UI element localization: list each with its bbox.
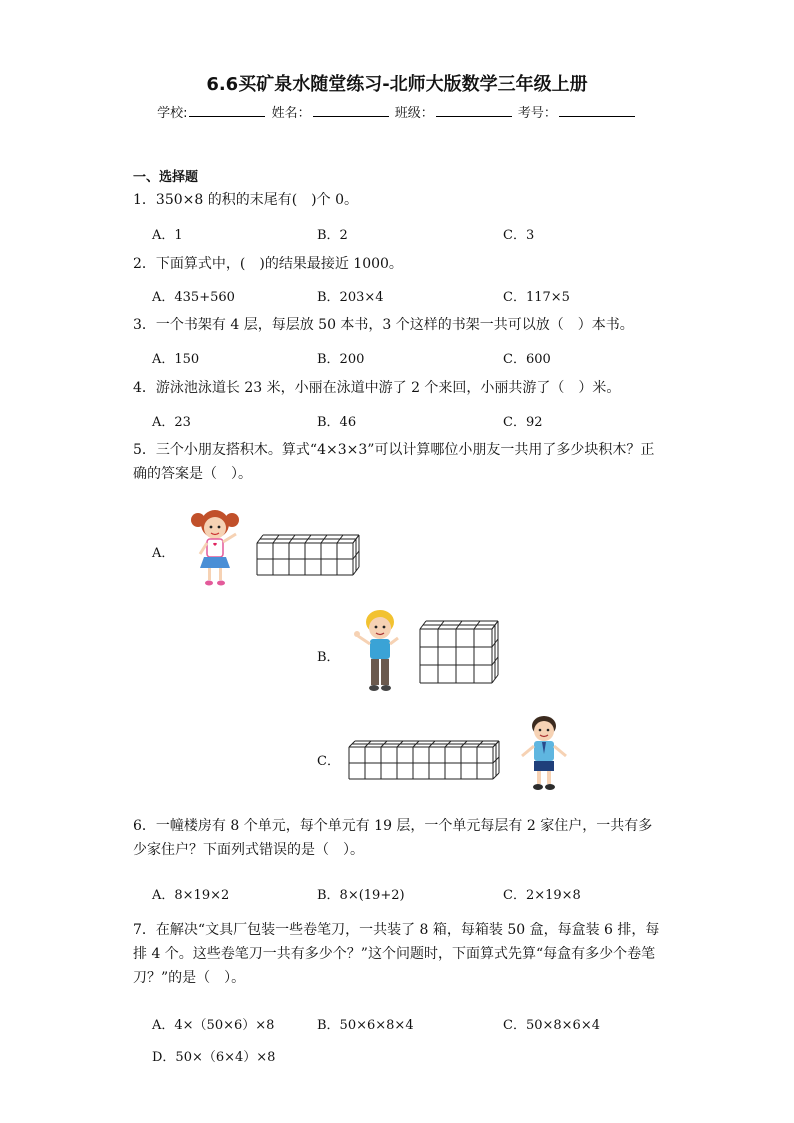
- q6-option-c[interactable]: C．2×19×8: [503, 888, 581, 903]
- section-heading: 一、选择题: [133, 170, 199, 185]
- q7-option-a[interactable]: A．4×（50×6）×8: [152, 1018, 275, 1033]
- question-6: 6．一幢楼房有 8 个单元，每个单元有 19 层，一个单元每层有 2 家住户，一共有多少家住户？下面列式错误的是（ ）。: [133, 818, 653, 858]
- q7-option-c[interactable]: C．50×8×6×4: [503, 1018, 600, 1033]
- class-label: 班级：: [394, 106, 434, 121]
- q1-option-a[interactable]: A．1: [152, 228, 183, 243]
- q2-option-c[interactable]: C．117×5: [503, 290, 570, 305]
- blocks-8x1x3: [348, 740, 510, 782]
- blocks-3x2x3: [419, 620, 503, 690]
- q2-option-b[interactable]: B．203×4: [317, 290, 384, 305]
- q1-option-b[interactable]: B．2: [317, 228, 348, 243]
- number-blank[interactable]: [559, 105, 635, 117]
- student-info-line: [0, 102, 794, 121]
- q7-option-d[interactable]: D．50×（6×4）×8: [152, 1050, 276, 1065]
- class-blank[interactable]: [436, 105, 512, 117]
- q6-option-b[interactable]: B．8×(19+2): [317, 888, 405, 903]
- name-label: 姓名：: [271, 106, 311, 121]
- q3-option-c[interactable]: C．600: [503, 352, 551, 367]
- school-label: 学校:: [157, 106, 188, 121]
- boy-illustration-dark-hair: [515, 714, 573, 794]
- q5-option-a[interactable]: A．: [152, 546, 175, 561]
- q4-option-b[interactable]: B．46: [317, 415, 357, 430]
- blocks-4x1x3: [256, 534, 372, 584]
- q3-option-b[interactable]: B．200: [317, 352, 365, 367]
- q4-option-a[interactable]: A．23: [152, 415, 191, 430]
- question-3: 3．一个书架有 4 层，每层放 50 本书，3 个这样的书架一共可以放（ ）本书。: [133, 317, 634, 333]
- question-7: 7．在解决“文具厂包装一些卷笔刀，一共装了 8 箱，每箱装 50 盒，每盒装 6 排，每排 4 个。这些卷笔刀一共有多少个？”这个问题时，下面算式先算“每盒有多少个卷笔刀？”的是（ ）。: [133, 922, 660, 986]
- q2-option-a[interactable]: A．435+560: [152, 290, 235, 305]
- question-2: 2．下面算式中，( )的结果最接近 1000。: [133, 256, 403, 272]
- page-title: 6.6买矿泉水随堂练习-北师大版数学三年级上册: [206, 74, 588, 95]
- q7-option-b[interactable]: B．50×6×8×4: [317, 1018, 414, 1033]
- boy-illustration-blond: [352, 608, 404, 694]
- school-blank[interactable]: [189, 105, 265, 117]
- q3-option-a[interactable]: A．150: [152, 352, 200, 367]
- name-blank[interactable]: [313, 105, 389, 117]
- number-label: 考号：: [517, 106, 557, 121]
- q6-option-a[interactable]: A．8×19×2: [152, 888, 230, 903]
- question-1: 1．350×8 的积的末尾有( )个 0。: [133, 192, 358, 208]
- question-4: 4．游泳池泳道长 23 米，小丽在泳道中游了 2 个来回，小丽共游了（ ）米。: [133, 380, 621, 396]
- girl-illustration: [188, 506, 244, 588]
- q4-option-c[interactable]: C．92: [503, 415, 543, 430]
- question-5: 5．三个小朋友搭积木。算式“4×3×3”可以计算哪位小朋友一共用了多少块积木？正确的答案是（ ）。: [133, 442, 655, 482]
- q1-option-c[interactable]: C．3: [503, 228, 535, 243]
- q5-option-c[interactable]: C．: [317, 754, 340, 769]
- q5-option-b[interactable]: B．: [317, 650, 340, 665]
